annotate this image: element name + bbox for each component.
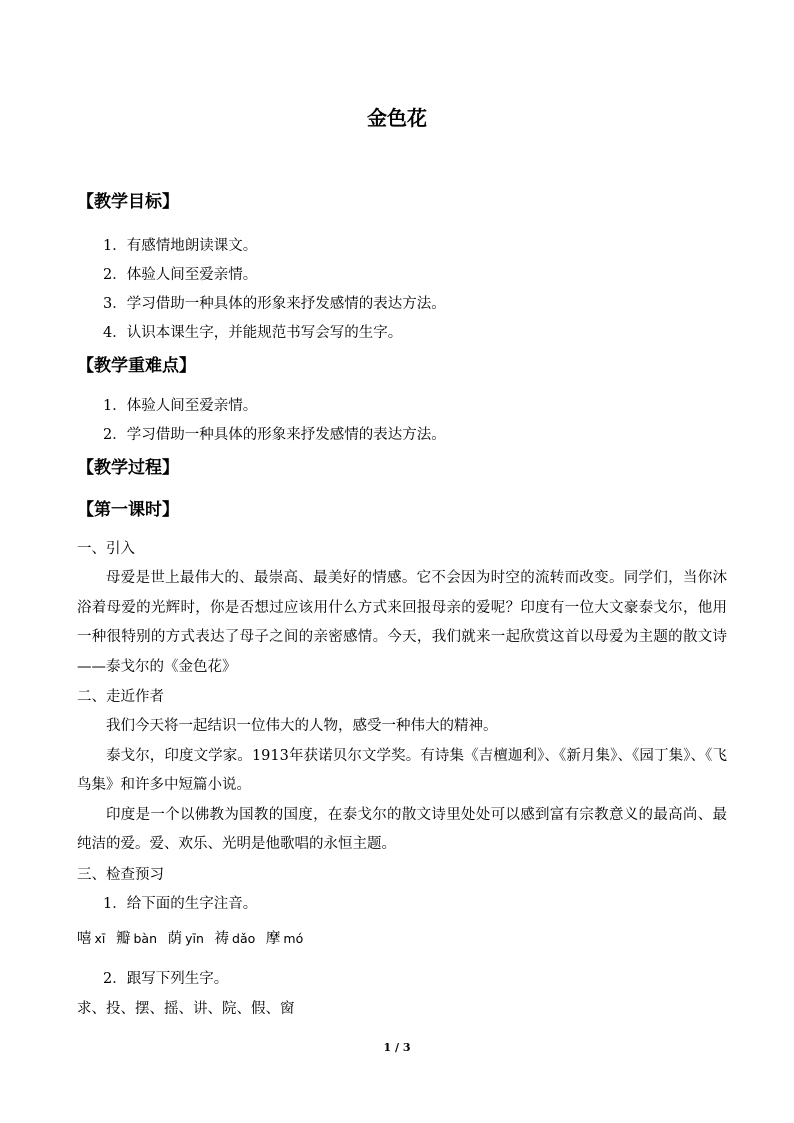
part2-paragraph-3: 印度是一个以佛教为国教的国度，在泰戈尔的散文诗里处处可以感到富有宗教意义的最高尚、最纯洁的爱。爱、欢乐、光明是他歌唱的永恒主题。: [77, 806, 727, 852]
pinyin-char: 瓣: [115, 930, 131, 947]
section-heading-lesson1: 【第一课时】: [77, 500, 179, 520]
pinyin-text: xī: [94, 930, 106, 946]
list-item: 4．认识本课生字，并能规范书写会写的生字。: [103, 325, 403, 341]
section-heading-goals: 【教学目标】: [77, 192, 179, 212]
goals-list: [77, 232, 727, 348]
part1-title: 一、引入: [77, 541, 135, 557]
pinyin-text: dǎo: [232, 930, 256, 946]
key-points-list: [77, 392, 727, 450]
part3-item2: 2．跟写下列生字。: [103, 970, 229, 987]
practice-characters: 求、投、摆、摇、讲、院、假、窗: [77, 1000, 295, 1017]
pinyin-char: 摩: [265, 930, 281, 947]
part3-item1: 1．给下面的生字注音。: [103, 895, 258, 912]
pinyin-text: mó: [283, 930, 304, 946]
pinyin-text: bàn: [133, 930, 158, 946]
page-number: 1 / 3: [383, 1041, 411, 1054]
document-title: 金色花: [367, 106, 427, 130]
part1-paragraph: 母爱是世上最伟大的、最崇高、最美好的情感。它不会因为时空的流转而改变。同学们，当你沐浴着母爱的光辉时，你是否想过应该用什么方式来回报母亲的爱呢？印度有一位大文豪泰戈尔，他用一种很特别的方式表达了母子之间的亲密感情。今天，我们就来一起欣赏这首以母爱为主题的散文诗——泰戈尔的《金色花》: [77, 570, 727, 675]
pinyin-row: [77, 919, 727, 959]
pinyin-char: 荫: [167, 930, 183, 947]
part2-paragraph-1: 我们今天将一起结识一位伟大的人物，感受一种伟大的精神。: [106, 718, 498, 734]
list-item: 1．有感情地朗读课文。: [103, 238, 258, 254]
section-heading-process: 【教学过程】: [77, 458, 179, 478]
document-body: [77, 184, 727, 1024]
part3-title: 三、检查预习: [77, 866, 164, 883]
section-heading-key-points: 【教学重难点】: [77, 356, 196, 376]
list-item: 3．学习借助一种具体的形象来抒发感情的表达方法。: [103, 296, 446, 312]
list-item: 2．学习借助一种具体的形象来抒发感情的表达方法。: [103, 427, 446, 443]
list-item: 2．体验人间至爱亲情。: [103, 267, 258, 283]
pinyin-char: 嘻: [77, 930, 92, 947]
pinyin-char: 祷: [214, 930, 230, 947]
list-item: 1．体验人间至爱亲情。: [103, 398, 258, 414]
part2-title: 二、走近作者: [77, 689, 164, 705]
part2-paragraph-2: 泰戈尔，印度文学家。1913年获诺贝尔文学奖。有诗集《吉檀迦利》、《新月集》、《园丁集》、《飞鸟集》和许多中短篇小说。: [77, 747, 727, 793]
pinyin-text: yīn: [185, 930, 204, 946]
